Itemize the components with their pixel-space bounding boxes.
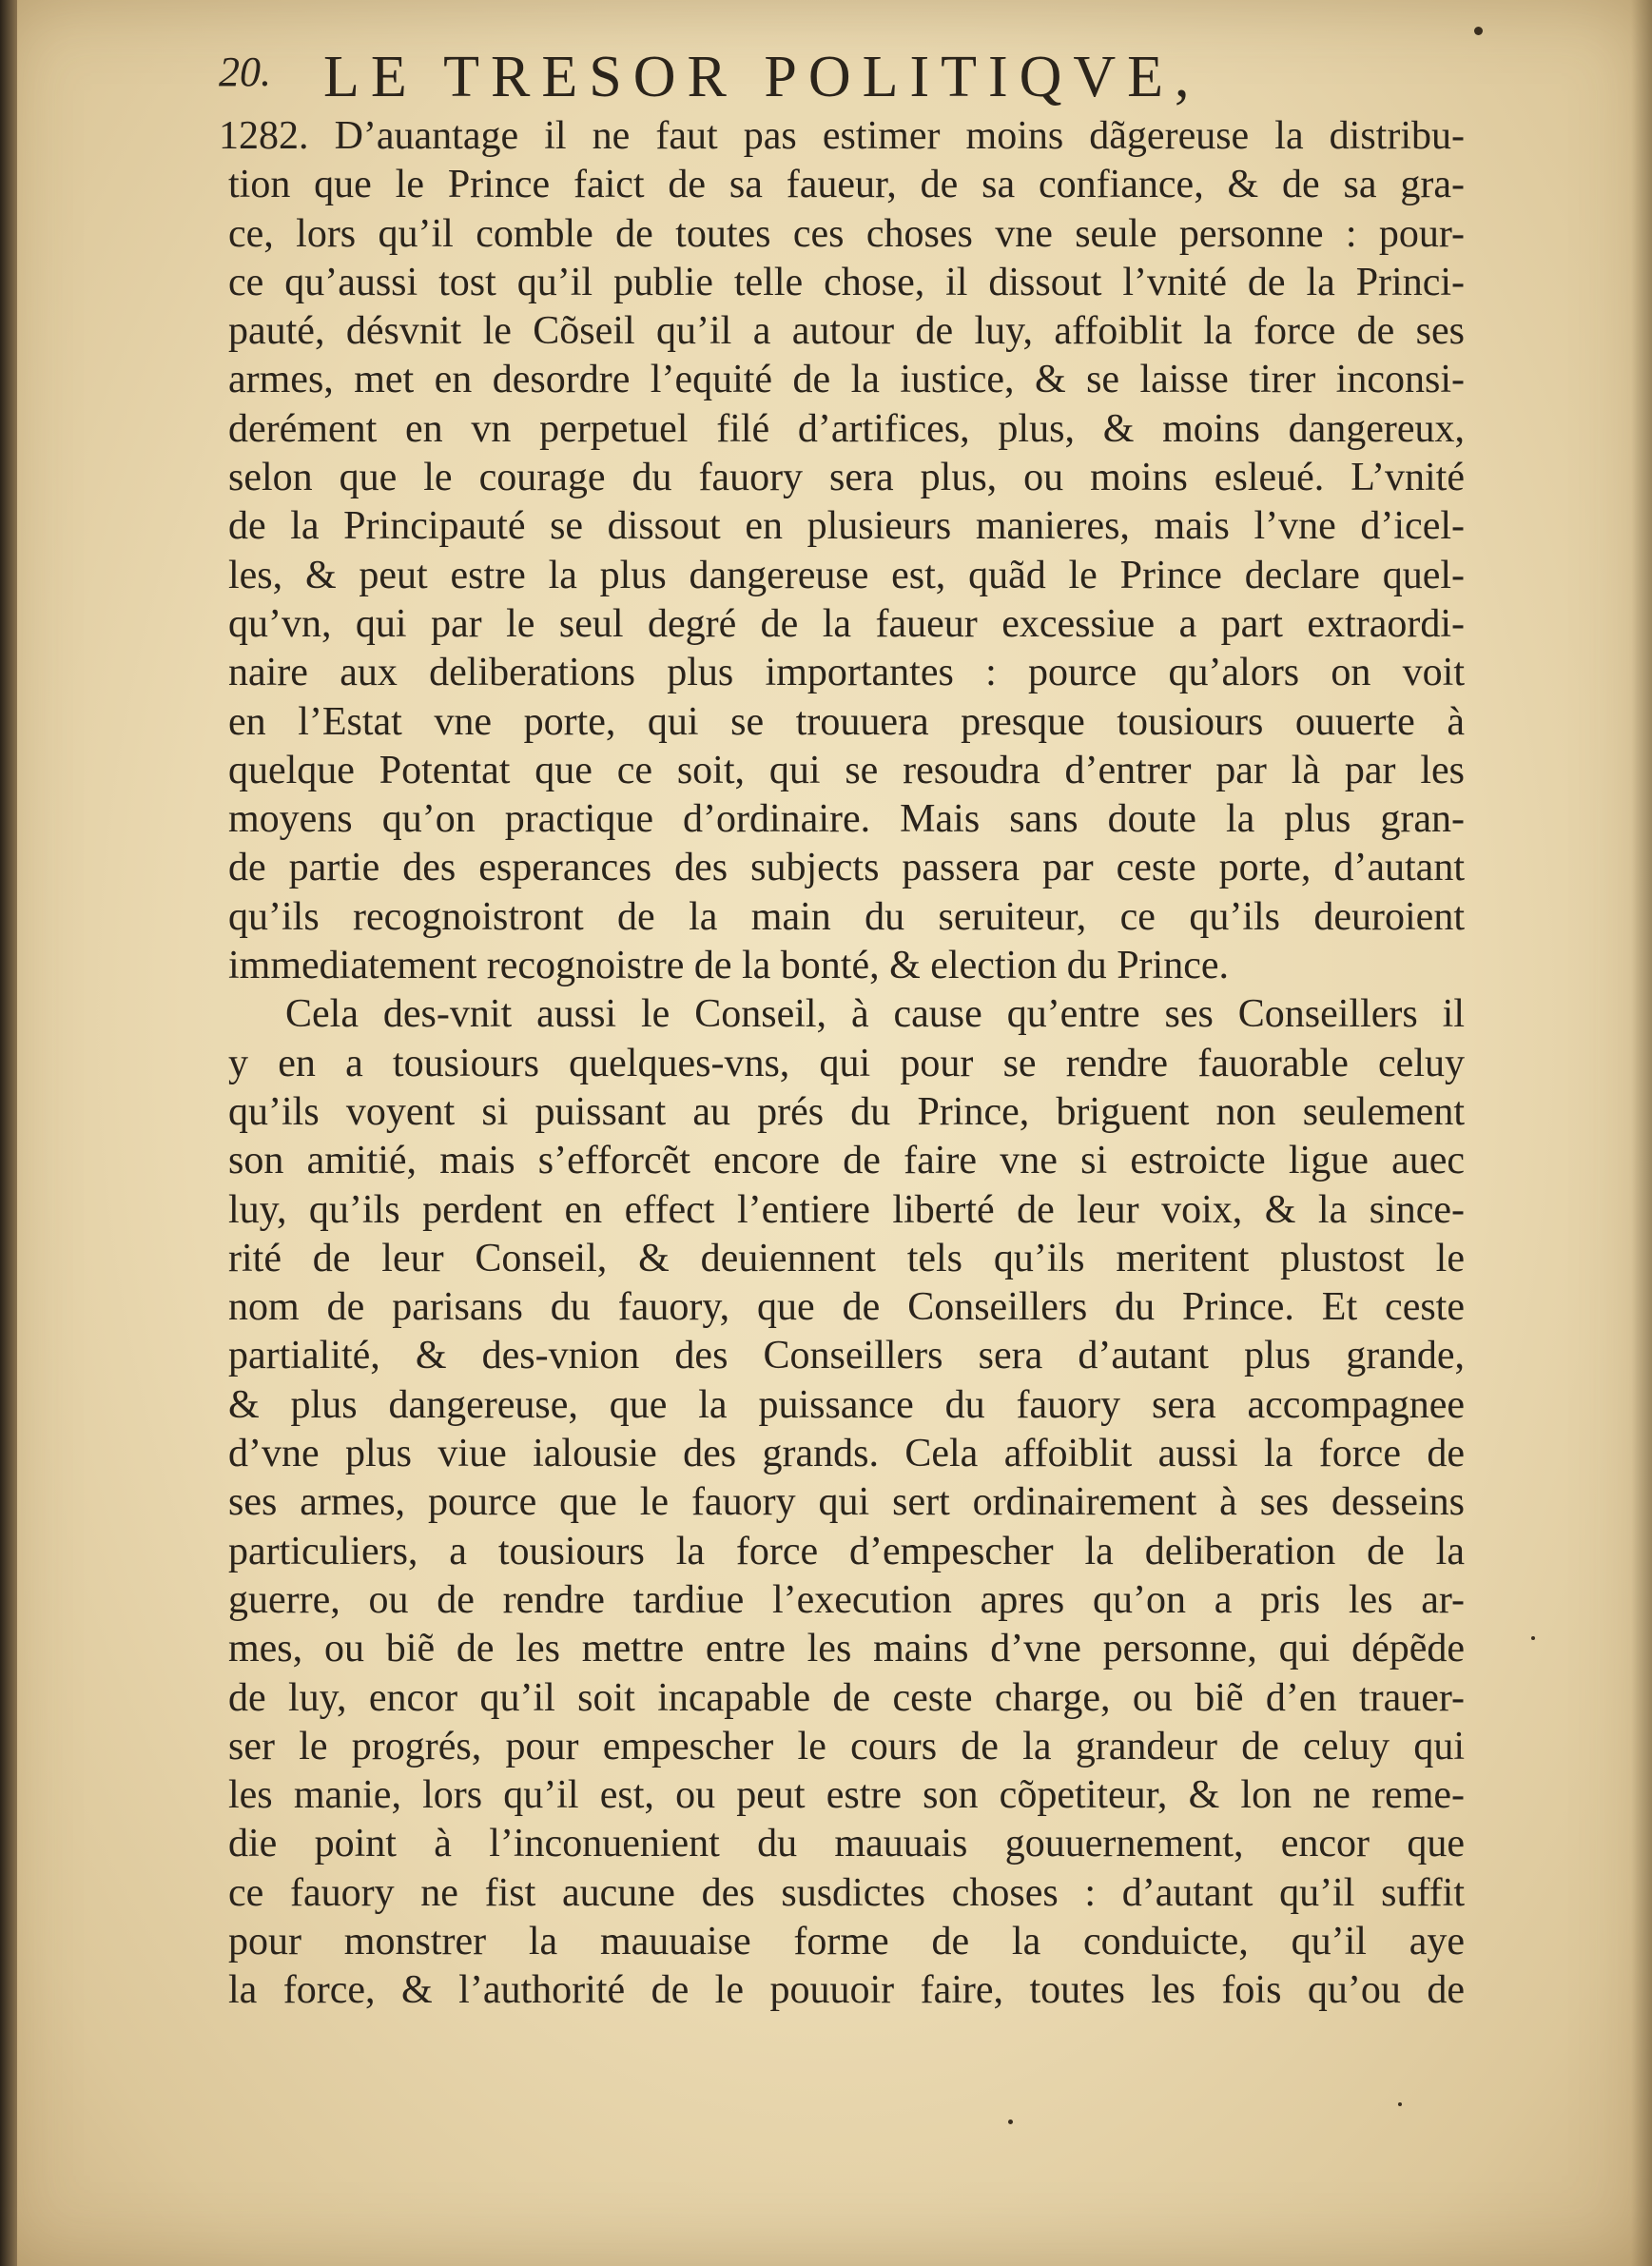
- text-line: en l’Estat vne porte, qui se trouuera presque tousiours ouuerte à: [228, 699, 1465, 744]
- text-line: guerre, ou de rendre tardiue l’execution apres qu’on a pris les ar-: [228, 1577, 1465, 1622]
- text-line: & plus dangereuse, que la puissance du fauory sera accompagnee: [228, 1382, 1465, 1427]
- text-line: pour monstrer la mauuaise forme de la conduicte, qu’il aye: [228, 1919, 1465, 1963]
- text-line: y en a tousiours quelques-vns, qui pour se rendre fauorable celuy: [228, 1041, 1465, 1085]
- paper-speck: [1474, 27, 1483, 35]
- text-line: armes, met en desordre l’equité de la iustice, & se laisse tirer inconsi-: [228, 358, 1465, 402]
- paper-speck: [1531, 1636, 1535, 1640]
- paper-speck: [1398, 2102, 1402, 2106]
- text-line: rité de leur Conseil, & deuiennent tels qu’ils meritent plustost le: [228, 1236, 1465, 1280]
- text-line: son amitié, mais s’efforcẽt encore de faire vne si estroicte ligue auec: [228, 1139, 1465, 1183]
- text-line: ce fauory ne fist aucune des susdictes choses : d’autant qu’il suffit: [228, 1870, 1465, 1915]
- text-line: pauté, désvnit le Cõseil qu’il a autour de luy, affoiblit la force de ses: [228, 309, 1465, 354]
- text-line: ce, lors qu’il comble de toutes ces choses vne seule personne : pour-: [228, 211, 1465, 256]
- text-line: particuliers, a tousiours la force d’empescher la deliberation de la: [228, 1529, 1465, 1573]
- text-line: tion que le Prince faict de sa faueur, de sa confiance, & de sa gra-: [228, 163, 1465, 207]
- text-line: naire aux deliberations plus importantes : pource qu’alors on voit: [228, 651, 1465, 695]
- text-line: Cela des-vnit aussi le Conseil, à cause qu’entre ses Conseillers il: [285, 992, 1465, 1037]
- text-line: les manie, lors qu’il est, ou peut estre son cõpetiteur, & lon ne reme-: [228, 1773, 1465, 1818]
- text-line: qu’ils voyent si puissant au prés du Prince, briguent non seulement: [228, 1089, 1465, 1134]
- text-line: qu’ils recognoistront de la main du seruiteur, ce qu’ils deuroient: [228, 894, 1465, 939]
- running-title: LE TRESOR POLITIQVE,: [323, 45, 1201, 109]
- text-line: ses armes, pource que le fauory qui sert ordinairement à ses desseins: [228, 1480, 1465, 1525]
- body-text: [219, 112, 1465, 2016]
- text-line: die point à l’inconuenient du mauuais gouuernement, encor que: [228, 1822, 1465, 1866]
- text-line: d’vne plus viue ialousie des grands. Cela affoiblit aussi la force de: [228, 1432, 1465, 1476]
- text-line: de partie des esperances des subjects passera par ceste porte, d’autant: [228, 846, 1465, 890]
- page-edge-shadow: [1631, 0, 1652, 2266]
- text-line: de la Principauté se dissout en plusieurs manieres, mais l’vne d’icel-: [228, 504, 1465, 549]
- text-line: mes, ou biẽ de les mettre entre les mains d’vne personne, qui dépẽde: [228, 1627, 1465, 1671]
- text-line: moyens qu’on practique d’ordinaire. Mais sans doute la plus gran-: [228, 797, 1465, 842]
- text-line: de luy, encor qu’il soit incapable de ceste charge, ou biẽ d’en trauer-: [228, 1675, 1465, 1720]
- text-line: quelque Potentat que ce soit, qui se resoudra d’entrer par là par les: [228, 748, 1465, 792]
- text-line: ser le progrés, pour empescher le cours de la grandeur de celuy qui: [228, 1724, 1465, 1768]
- text-line: la force, & l’authorité de le pouuoir faire, toutes les fois qu’ou de: [228, 1968, 1465, 2013]
- text-line: 1282. D’auantage il ne faut pas estimer moins dãgereuse la distribu-: [219, 114, 1465, 158]
- text-line: ce qu’aussi tost qu’il publie telle chose, il dissout l’vnité de la Princi-: [228, 260, 1465, 304]
- text-line: derément en vn perpetuel filé d’artifices, plus, & moins dangereux,: [228, 406, 1465, 451]
- text-line: nom de parisans du fauory, que de Conseillers du Prince. Et ceste: [228, 1285, 1465, 1330]
- text-line: les, & peut estre la plus dangereuse est, quãd le Prince declare quel-: [228, 553, 1465, 597]
- paper-speck: [1008, 2119, 1013, 2124]
- page-header: [219, 38, 1455, 114]
- text-line: qu’vn, qui par le seul degré de la faueur excessiue a part extraordi-: [228, 601, 1465, 646]
- page-number: 20.: [219, 49, 271, 95]
- text-line: immediatement recognoistre de la bonté, & election du Prince.: [228, 944, 1229, 988]
- page-gutter-edge: [0, 0, 17, 2266]
- text-line: selon que le courage du fauory sera plus, ou moins esleué. L’vnité: [228, 456, 1465, 500]
- text-line: partialité, & des-vnion des Conseillers sera d’autant plus grande,: [228, 1334, 1465, 1378]
- text-line: luy, qu’ils perdent en effect l’entiere liberté de leur voix, & la since-: [228, 1187, 1465, 1232]
